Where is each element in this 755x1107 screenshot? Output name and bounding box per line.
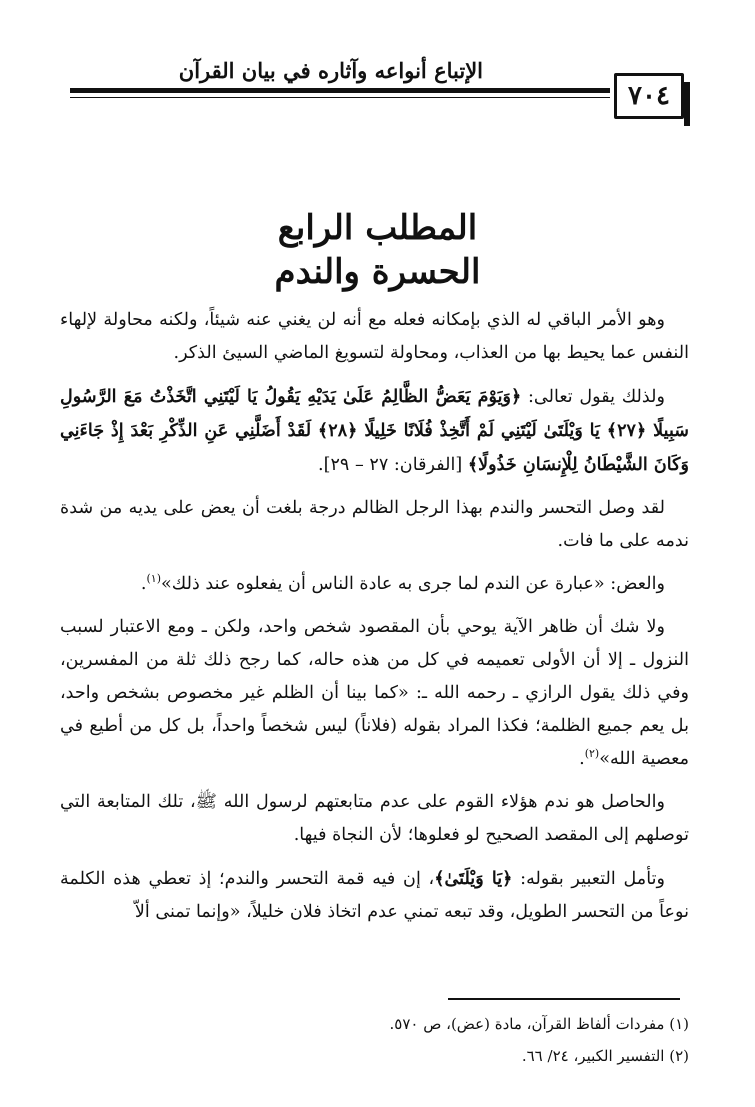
footnote-marker-2: (٢) [584,747,600,761]
paragraph-7-rest: ، إن فيه قمة التحسر والندم؛ إذ تعطي هذه الكلمة نوعاً من التحسر الطويل، وقد تبعه تمني عدم اتخاذ فلان خليلاً، «وإنما تمنى ألاّ [60,869,689,922]
footnote-separator [448,998,680,1000]
paragraph-6: والحاصل هو ندم هؤلاء القوم على عدم متابعتهم لرسول الله ﷺ، تلك المتابعة التي توصلهم إلى المقصد الصحيح لو فعلوها؛ لأن النجاة فيها. [60,792,689,845]
paragraph-7 [60,862,689,929]
paragraph-5 [60,611,689,776]
paragraph-4 [60,568,689,601]
paragraph-1: وهو الأمر الباقي له الذي بإمكانه فعله مع أنه لن يغني عنه شيئاً، ولكنه محاولة لإلهاء النفس عما يحيط بها من العذاب، ومحاولة لتسويغ الماضي السيئ الذكر. [60,310,689,363]
footnotes [60,1008,689,1072]
header-rule-thin [70,97,610,98]
running-header-title: الإتباع أنواعه وآثاره في بيان القرآن [178,58,483,83]
verse-reference: [الفرقان: ٢٧ – ٢٩]. [318,455,468,475]
paragraph-5-text: ولا شك أن ظاهر الآية يوحي بأن المقصود شخص واحد، ولكن ـ ومع الاعتبار لسبب النزول ـ إلا أن الأولى تعميمه في كل من هذه حاله، كما رجح ذلك ثلة من المفسرين، وفي ذلك يقول الرازي ـ رحمه الله ـ: «كما بينا أن الظلم غير مخصوص بشخص واحد، بل يعم جميع الظلمة؛ فكذا المراد بقوله (فلاناً) ليس شخصاً واحداً، بل كل من أطيع في معصية الله» [60,617,689,769]
paragraph-2 [60,380,689,482]
page-number: ٧٠٤ [628,81,670,111]
section-title: المطلب الرابع [277,208,478,248]
footnote-2: (٢) التفسير الكبير، ٢٤/ ٦٦. [521,1047,689,1065]
quran-verse: ﴿وَيَوْمَ يَعَضُّ الظَّالِمُ عَلَىٰ يَدَيْهِ يَقُولُ يَا لَيْتَنِي اتَّخَذْتُ مَعَ الرَّسُولِ سَبِيلًا ﴿٢٧﴾ يَا وَيْلَتَىٰ لَيْتَنِي لَمْ أَتَّخِذْ فُلَانًا خَلِيلًا ﴿٢٨﴾ لَقَدْ أَضَلَّنِي عَنِ الذِّكْرِ بَعْدَ إِذْ جَاءَنِي وَكَانَ الشَّيْطَانُ لِلْإِنسَانِ خَذُولًا﴾ [60,386,689,475]
paragraph-4-end: . [140,574,147,594]
paragraph-7-intro: وتأمل التعبير بقوله: [512,869,665,889]
paragraph-3: لقد وصل التحسر والندم بهذا الرجل الظالم درجة بلغت أن يعض على يديه من شدة ندمه على ما فات. [60,498,689,551]
quran-verse-short: ﴿يَا وَيْلَتَىٰ﴾ [434,868,513,889]
body-text [60,304,689,939]
paragraph-4-text: والعض: «عبارة عن الندم لما جرى به عادة الناس أن يفعلوه عند ذلك» [161,574,665,594]
paragraph-5-end: . [579,749,585,769]
footnote-marker-1: (١) [146,572,162,586]
header-rule-thick [70,88,610,93]
footnote-1: (١) مفردات ألفاظ القرآن، مادة (عض)، ص ٥٧٠. [389,1015,689,1033]
section-subtitle: الحسرة والندم [274,252,481,292]
paragraph-2-intro: ولذلك يقول تعالى: [521,387,665,407]
page-number-box [614,73,684,119]
